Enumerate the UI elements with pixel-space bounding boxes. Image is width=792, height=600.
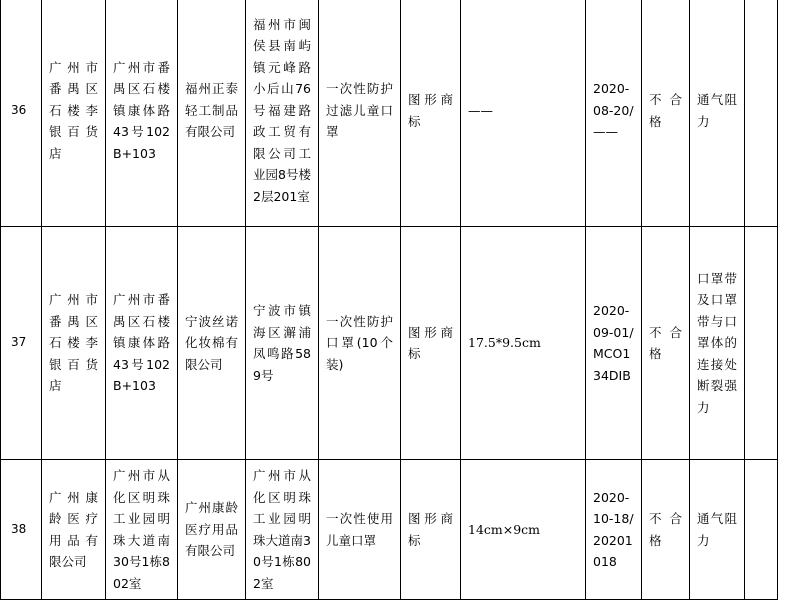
specification: 17.5*9.5cm [461,227,586,460]
remark [745,227,778,460]
product-name: 一次性防护过滤儿童口罩 [319,0,401,227]
remark [745,460,778,600]
seller-name: 广州市番禺区石楼李银百货店 [42,0,106,227]
manufacturer-address: 广州市从化区明珠工业园明珠大道南30号1栋802室 [246,460,319,600]
manufacturer-name: 广州康龄医疗用品有限公司 [178,460,246,600]
specification: 14cm×9cm [461,460,586,600]
manufacturer-name: 福州正泰轻工制品有限公司 [178,0,246,227]
table-row-36 [1,0,778,227]
manufacturer-name: 宁波丝诺化妆棉有限公司 [178,227,246,460]
product-name: 一次性使用儿童口罩 [319,460,401,600]
seller-address: 广州市番禺区石楼镇康体路43号102B+103 [106,0,178,227]
production-date-batch: 2020-09-01/MCO134DIB [586,227,642,460]
inspection-result: 不合格 [642,460,690,600]
inspection-result: 不合格 [642,227,690,460]
row-number: 36 [1,0,42,227]
inspection-result: 不合格 [642,0,690,227]
manufacturer-address: 宁波市镇海区澥浦凤鸣路589号 [246,227,319,460]
production-date-batch: 2020-08-20/—— [586,0,642,227]
remark [745,0,778,227]
seller-name: 广州市番禺区石楼李银百货店 [42,227,106,460]
trademark: 图形商标 [401,227,461,460]
row-number: 37 [1,227,42,460]
nonconforming-item: 通气阻力 [690,460,745,600]
specification: —— [461,0,586,227]
seller-name: 广州康龄医疗用品有限公司 [42,460,106,600]
nonconforming-item: 通气阻力 [690,0,745,227]
trademark: 图形商标 [401,0,461,227]
table-row-37 [1,227,778,460]
nonconforming-item: 口罩带及口罩带与口罩体的连接处断裂强力 [690,227,745,460]
row-number: 38 [1,460,42,600]
trademark: 图形商标 [401,460,461,600]
table-row-38 [1,460,778,600]
production-date-batch: 2020-10-18/20201018 [586,460,642,600]
manufacturer-address: 福州市闽侯县南屿镇元峰路小后山76号福建路政工贸有限公司工业园8号楼2层201室 [246,0,319,227]
seller-address: 广州市番禺区石楼镇康体路43号102B+103 [106,227,178,460]
seller-address: 广州市从化区明珠工业园明珠大道南30号1栋802室 [106,460,178,600]
product-name: 一次性防护口罩(10个装) [319,227,401,460]
